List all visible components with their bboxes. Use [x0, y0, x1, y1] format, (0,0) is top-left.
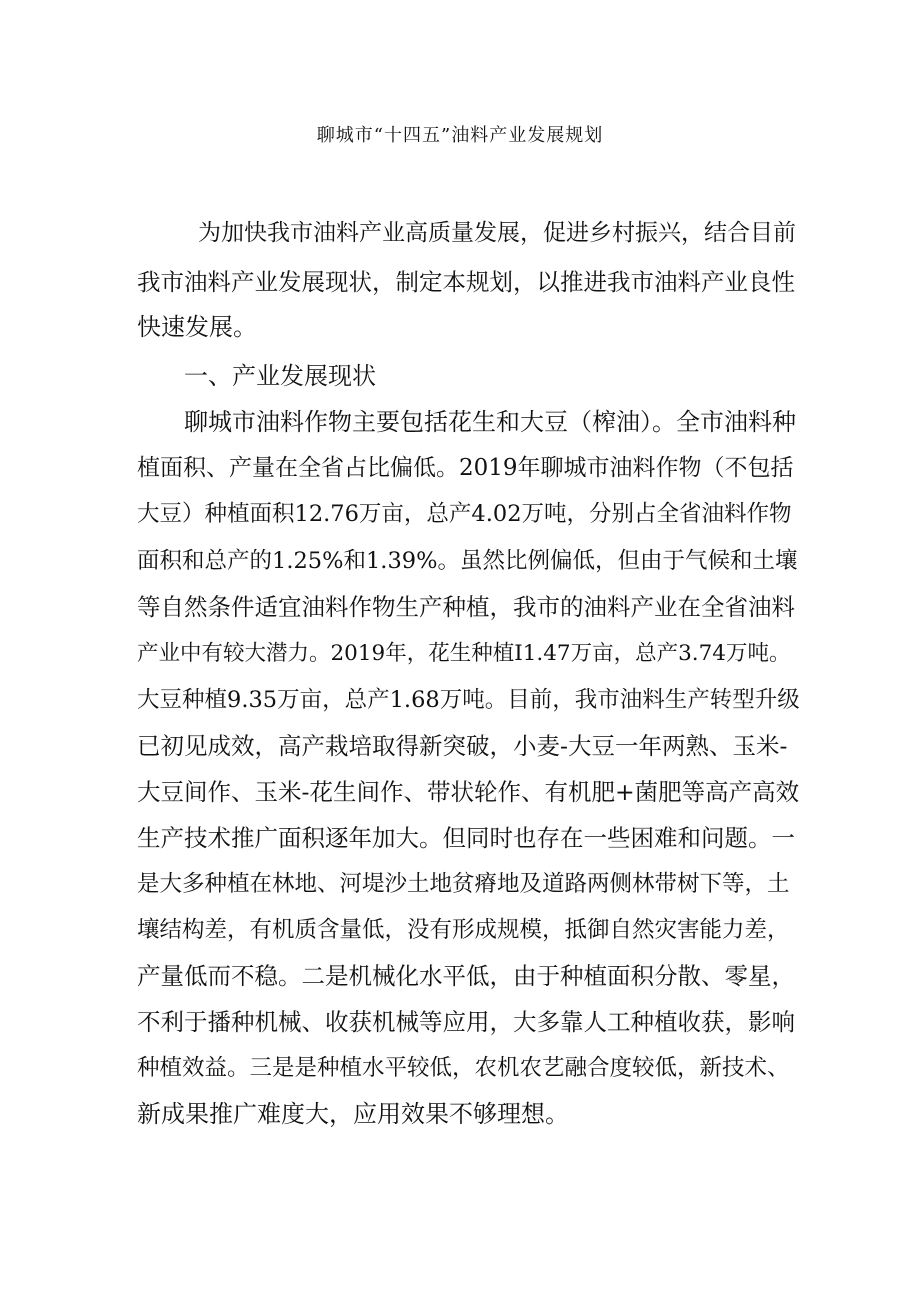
body-line: 面积和总产的1.25%和1.39%。虽然比例偏低，但由于气候和土壤 — [137, 548, 798, 574]
body-line: 植面积、产量在全省占比偏低。2019年聊城市油料作物（不包括 — [137, 455, 794, 481]
body-line: 大豆间作、玉米-花生间作、带状轮作、有机肥+菌肥等高产高效 — [137, 778, 800, 806]
body-line: 种植效益。三是是种植水平较低，农机农艺融合度较低，新技术、 — [137, 1055, 790, 1081]
body-line: 已初见成效，高产栽培取得新突破，小麦-大豆一年两熟、玉米- — [137, 732, 788, 760]
body-line: 等自然条件适宜油料作物生产种植，我市的油料产业在全省油料 — [137, 593, 795, 621]
section-heading: 一、产业发展现状 — [184, 362, 376, 390]
body-line: 是大多种植在林地、河堤沙土地贫瘠地及道路两侧林带树下等，土 — [137, 871, 790, 897]
intro-line: 我市油料产业发展现状，制定本规划，以推进我市油料产业良性 — [137, 268, 795, 296]
body-line: 大豆）种植面积12.76万亩，总产4.02万吨，分别占全省油料作物 — [137, 501, 792, 527]
body-line: 壤结构差，有机质含量低，没有形成规模，抵御自然灾害能力差， — [137, 917, 790, 943]
document-title: 聊城市“十四五”油料产业发展规划 — [316, 125, 604, 146]
body-line: 大豆种植9.35万亩，总产1.68万吨。目前，我市油料生产转型升级 — [137, 687, 800, 713]
body-line: 产业中有较大潜力。2019年，花生种植I1.47万亩，总产3.74万吨。 — [137, 641, 791, 666]
body-line: 生产技术推广面积逐年加大。但同时也存在一些困难和问题。一 — [137, 824, 795, 852]
body-line: 产量低而不稳。二是机械化水平低，由于种植面积分散、零星， — [137, 962, 795, 990]
intro-line: 为加快我市油料产业高质量发展，促进乡村振兴，结合目前 — [198, 220, 796, 246]
body-line: 不利于播种机械、收获机械等应用，大多靠人工种植收获，影响 — [137, 1008, 795, 1036]
intro-line: 快速发展。 — [137, 313, 257, 341]
body-line: 新成果推广难度大，应用效果不够理想。 — [137, 1100, 569, 1128]
body-line: 聊城市油料作物主要包括花生和大豆（榨油）。全市油料种 — [184, 408, 796, 436]
